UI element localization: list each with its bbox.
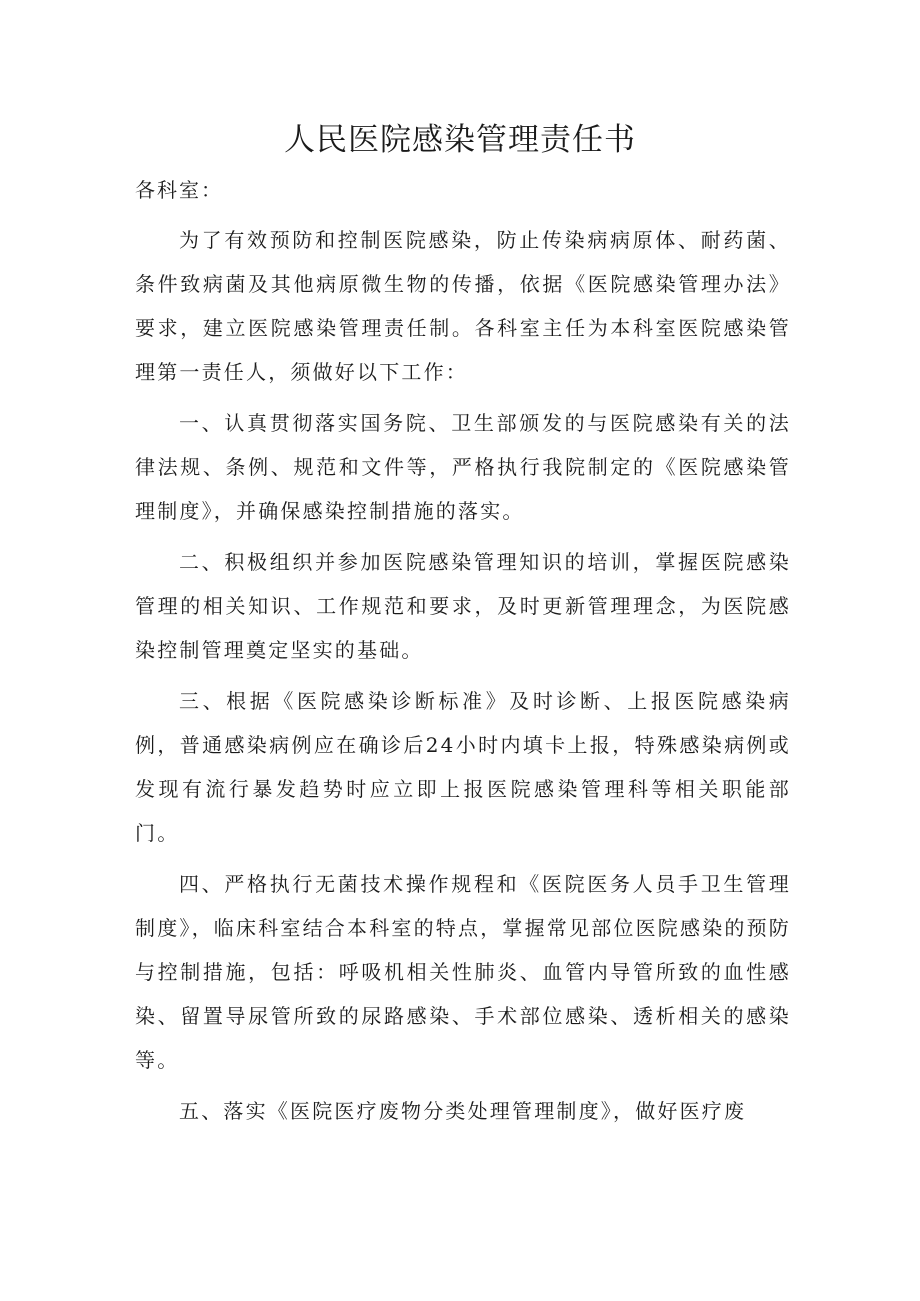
paragraph-item-3: 三、根据《医院感染诊断标准》及时诊断、上报医院感染病例，普通感染病例应在确诊后24小时内填卡上报，特殊感染病例或发现有流行暴发趋势时应立即上报医院感染管理科等相关职能部门。	[135, 689, 791, 845]
document-body	[135, 218, 791, 1140]
paragraph-item-1: 一、认真贯彻落实国务院、卫生部颁发的与医院感染有关的法律法规、条例、规范和文件等，严格执行我院制定的《医院感染管理制度》，并确保感染控制措施的落实。	[135, 411, 791, 523]
document-title: 人民医院感染管理责任书	[284, 122, 636, 158]
paragraph-item-2: 二、积极组织并参加医院感染管理知识的培训，掌握医院感染管理的相关知识、工作规范和要求，及时更新管理理念，为医院感染控制管理奠定坚实的基础。	[135, 550, 791, 662]
paragraph-intro: 为了有效预防和控制医院感染，防止传染病病原体、耐药菌、条件致病菌及其他病原微生物的传播，依据《医院感染管理办法》要求，建立医院感染管理责任制。各科室主任为本科室医院感染管理第一责任人，须做好以下工作：	[135, 228, 791, 384]
salutation: 各科室：	[135, 178, 223, 202]
paragraph-item-5: 五、落实《医院医疗废物分类处理管理制度》，做好医疗废	[179, 1099, 747, 1123]
paragraph-item-4: 四、严格执行无菌技术操作规程和《医院医务人员手卫生管理制度》，临床科室结合本科室的特点，掌握常见部位医院感染的预防与控制措施，包括：呼吸机相关性肺炎、血管内导管所致的血性感染、留置导尿管所致的尿路感染、手术部位感染、透析相关的感染等。	[135, 872, 791, 1072]
